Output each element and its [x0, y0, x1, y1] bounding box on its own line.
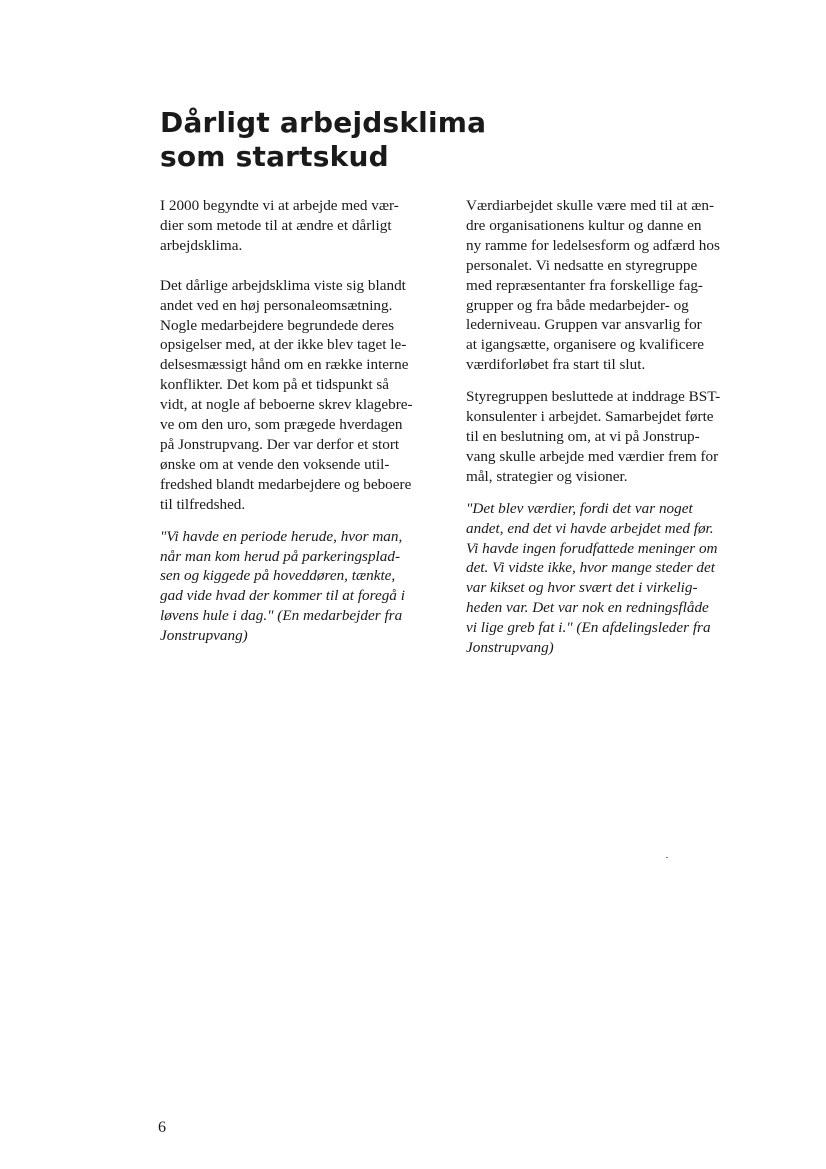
right-column	[466, 196, 756, 678]
title-line-1: Dårligt arbejdsklima	[160, 106, 487, 139]
text-line: delsesmæssigt hånd om en række interne	[160, 356, 409, 374]
text-line: konflikter. Det kom på et tidspunkt så	[160, 376, 390, 394]
text-line: arbejdsklima.	[160, 236, 243, 254]
text-line: Det dårlige arbejdsklima viste sig blandt	[160, 276, 406, 294]
paragraph-intro	[160, 196, 450, 256]
text-line: andet ved en høj personaleomsætning.	[160, 296, 393, 314]
text-line: grupper og fra både medarbejder- og	[466, 296, 689, 314]
text-line: dre organisationens kultur og danne en	[466, 216, 702, 234]
paragraph-values-work	[466, 196, 756, 375]
text-line: Vi havde ingen forudfattede meninger om	[466, 539, 718, 557]
text-line: ønske om at vende den voksende util-	[160, 455, 390, 473]
page-number: 6	[158, 1119, 166, 1136]
text-line: Nogle medarbejdere begrundede deres	[160, 316, 395, 334]
text-line: Styregruppen besluttede at inddrage BST-	[466, 388, 721, 406]
text-line: Jonstrupvang)	[160, 627, 248, 645]
quote-department-head	[466, 499, 756, 658]
text-line: til en beslutning om, at vi på Jonstrup-	[466, 427, 700, 445]
paragraph-climate	[160, 276, 450, 515]
text-line: fredshed blandt medarbejdere og beboere	[160, 475, 412, 493]
text-line: sen og kiggede på hoveddøren, tænkte,	[160, 567, 396, 585]
scan-speck	[666, 857, 668, 858]
text-line: gad vide hvad der kommer til at foregå i	[160, 587, 405, 605]
text-line: det. Vi vidste ikke, hvor mange steder det	[466, 559, 715, 577]
text-line: værdiforløbet fra start til slut.	[466, 356, 646, 374]
text-line: vang skulle arbejde med værdier frem for	[466, 447, 719, 465]
text-line: personalet. Vi nedsatte en styregruppe	[466, 256, 698, 274]
text-line: løvens hule i dag." (En medarbejder fra	[160, 607, 403, 625]
text-line: opsigelser med, at der ikke blev taget le-	[160, 336, 407, 354]
text-line: mål, strategier og visioner.	[466, 467, 628, 485]
text-line: "Vi havde en periode herude, hvor man,	[160, 527, 403, 545]
text-line: andet, end det vi havde arbejdet med før.	[466, 519, 714, 537]
text-line: ny ramme for ledelsesform og adfærd hos	[466, 236, 720, 254]
page-title	[160, 106, 486, 174]
text-line: vi lige greb fat i." (En afdelingsleder fra	[466, 619, 711, 637]
text-line: var kikset og hvor svært det i virkelig-	[466, 579, 698, 597]
title-line-2: som startskud	[160, 140, 389, 173]
text-line: at igangsætte, organisere og kvalificere	[466, 336, 704, 354]
text-line: I 2000 begyndte vi at arbejde med vær-	[160, 197, 399, 214]
left-column	[160, 196, 450, 666]
text-line: på Jonstrupvang. Der var derfor et stort	[160, 435, 400, 453]
text-line: heden var. Det var nok en redningsflåde	[466, 599, 709, 617]
text-line: Værdiarbejdet skulle være med til at æn-	[466, 197, 715, 214]
quote-employee	[160, 527, 450, 646]
text-line: til tilfredshed.	[160, 495, 246, 513]
text-line: lederniveau. Gruppen var ansvarlig for	[466, 316, 702, 334]
text-line: "Det blev værdier, fordi det var noget	[466, 499, 693, 517]
text-line: med repræsentanter fra forskellige fag-	[466, 276, 703, 294]
text-line: Jonstrupvang)	[466, 639, 554, 657]
text-line: når man kom herud på parkeringsplad-	[160, 547, 401, 565]
paragraph-steering-group	[466, 387, 756, 487]
text-line: konsulenter i arbejdet. Samarbejdet førte	[466, 408, 714, 426]
text-line: ve om den uro, som prægede hverdagen	[160, 416, 403, 434]
text-line: vidt, at nogle af beboerne skrev klagebre-	[160, 396, 413, 414]
text-line: dier som metode til at ændre et dårligt	[160, 216, 392, 234]
